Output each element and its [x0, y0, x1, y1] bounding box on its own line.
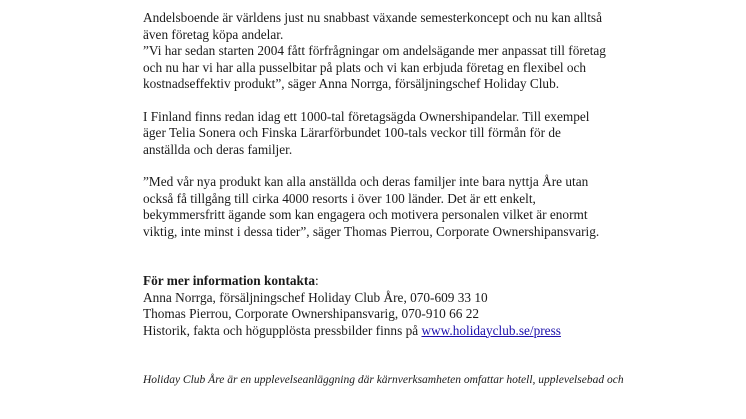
contact-heading-colon: : [315, 273, 319, 288]
contact-anna: Anna Norrga, försäljningschef Holiday Club Åre, 070-609 33 10 [143, 289, 488, 305]
contact-thomas: Thomas Pierrou, Corporate Ownershipansvarig, 070-910 66 22 [143, 306, 480, 321]
text-line: ”Vi har sedan starten 2004 fått förfrågningar om andelsägande mer anpassat till företag [143, 43, 606, 58]
text-line: anställda och deras familjer. [143, 141, 293, 157]
paragraph-quote-thomas [143, 174, 703, 240]
paragraph-intro [143, 10, 703, 43]
text-line: bekymmersfritt ägande som kan engagera och motivera personalen vilket är enormt [143, 207, 588, 222]
text-line: också få tillgång till cirka 4000 resorts i över 100 länder. Det är ett enkelt, [143, 190, 536, 206]
paragraph-spacer [143, 93, 703, 109]
press-link[interactable]: www.holidayclub.se/press [421, 322, 561, 338]
section-spacer [143, 240, 703, 273]
contact-heading-line [143, 273, 703, 290]
paragraph-quote-anna [143, 43, 703, 93]
text-line: kostnadseffektiv produkt”, säger Anna Norrga, försäljningschef Holiday Club. [143, 76, 560, 91]
text-line: Andelsboende är världens just nu snabbast växande semesterkoncept och nu kan alltså [143, 10, 602, 25]
text-line: och nu har vi har alla pusselbitar på plats och vi kan erbjuda företag en flexibel och [143, 59, 587, 75]
contact-press-line [143, 323, 703, 340]
press-text: Historik, fakta och högupplösta pressbilder finns på [143, 322, 422, 338]
document-body [143, 10, 703, 387]
text-line: I Finland finns redan idag ett 1000-tal företagsägda Ownershipandelar. Till exempel [143, 108, 590, 124]
text-line: även företag köpa andelar. [143, 26, 284, 42]
paragraph-spacer [143, 158, 703, 174]
text-line: ”Med vår nya produkt kan alla anställda och deras familjer inte bara nyttja Åre utan [143, 174, 589, 189]
text-line: äger Telia Sonera och Finska Lärarförbundet 100-tals veckor till förmån för de [143, 125, 561, 140]
footer-about: Holiday Club Åre är en upplevelseanläggning där kärnverksamheten omfattar hotell, upplevelsebad och [143, 374, 624, 386]
text-line: viktig, inte minst i dessa tider”, säger Thomas Pierrou, Corporate Ownershipansvarig. [143, 223, 600, 239]
footer-spacer [143, 339, 703, 373]
contact-heading: För mer information kontakta [143, 273, 315, 288]
contact-section [143, 273, 703, 339]
paragraph-finland [143, 109, 703, 159]
